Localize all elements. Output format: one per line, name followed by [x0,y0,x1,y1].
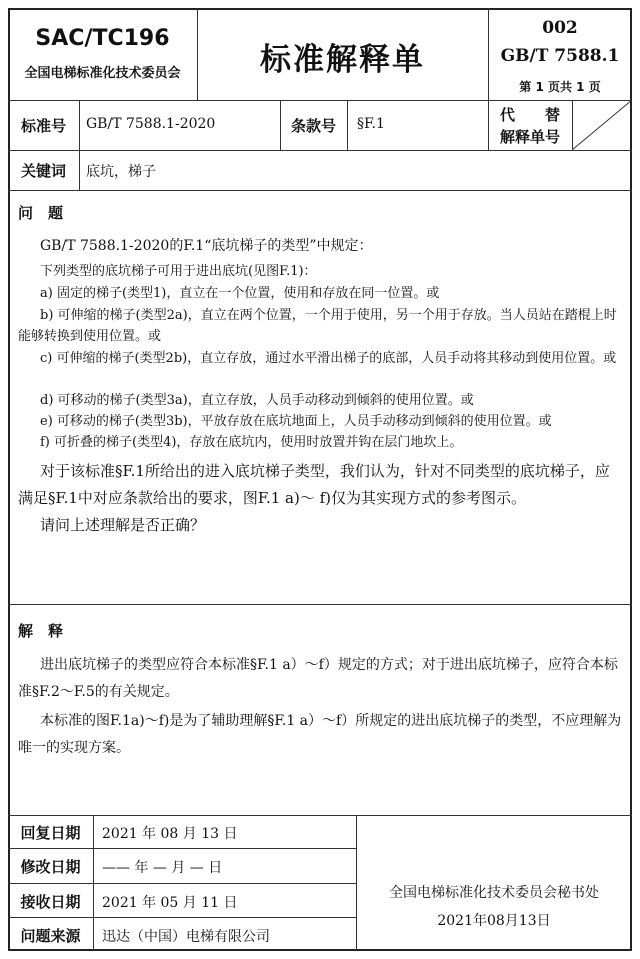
keyword-value: 底坑，梯子 [86,164,156,180]
page-info: 第 1 页共 1 页 [519,80,601,94]
question-line-e: e) 可移动的梯子(类型3b)，平放存放在底坑地面上，人员手动移动到倾斜的使用位置。或 [40,414,552,429]
org-name: 全国电梯标准化技术委员会 [24,66,181,81]
answer-heading: 解 释 [18,622,64,640]
replace-label-line2: 解释单号 [499,128,560,146]
question-line-a: a) 固定的梯子(类型1)，直立在一个位置，使用和存放在同一位置。或 [40,286,440,301]
question-line-b: b) 可伸缩的梯子(类型2a)，直立在两个位置，一个用于使用，另一个用于存放。当人员站在踏棍上时能够转换到使用位置。或 [18,308,617,344]
keyword-label: 关键词 [20,162,66,180]
info-label-divider [79,100,80,190]
question-heading: 问 题 [18,204,64,222]
answer-paragraph-2: 本标准的图F.1a)～f)是为了辅助理解§F.1 a）～f）所规定的进出底坑梯子的类型，不应理解为唯一的实现方案。 [18,713,622,756]
header-divider [8,100,632,101]
question-divider [8,604,632,605]
question-line-2: 下列类型的底坑梯子可用于进出底坑(见图F.1)： [40,264,317,279]
footer-row-divider-3 [8,917,356,918]
org-code: SAC/TC196 [35,26,170,51]
standard-code: GB/T 7588.1 [500,46,620,66]
source-label: 问题来源 [20,927,81,945]
question-paragraph-2: 请问上述理解是否正确？ [40,516,206,534]
reply-date-value: 2021 年 08 月 13 日 [102,826,238,842]
clause-value: §F.1 [357,116,385,132]
page-title: 标准解释单 [260,42,425,78]
reply-date-label: 回复日期 [20,824,81,842]
secretariat-name: 全国电梯标准化技术委员会秘书处 [389,885,599,901]
clause-label: 条款号 [290,117,336,135]
clause-label-right [347,100,348,150]
standard-label: 标准号 [20,117,66,135]
info-divider [8,150,632,151]
doc-number: 002 [542,18,578,38]
question-paragraph-1: 对于该标准§F.1所给出的进入底坑梯子类型，我们认为，针对不同类型的底坑梯子，应满足§F.1中对应条款给出的要求，图F.1 a)～ f)仅为其实现方式的参考图示。 [18,462,610,507]
modify-date-label: 修改日期 [20,858,81,876]
question-line-1: GB/T 7588.1-2020的F.1“底坑梯子的类型”中规定： [40,238,373,254]
empty-cell-diagonal [572,100,632,150]
question-line-f: f) 可折叠的梯子(类型4)，存放在底坑内，使用时放置并钩在层门地坎上。 [40,435,463,450]
footer-row-divider-1 [8,848,356,849]
footer-label-divider [93,815,94,951]
source-value: 迅达（中国）电梯有限公司 [102,929,270,945]
receive-date-value: 2021 年 05 月 11 日 [102,895,238,911]
answer-divider [8,815,632,816]
footer-row-divider-2 [8,883,356,884]
answer-paragraph-1: 进出底坑梯子的类型应符合本标准§F.1 a）～f）规定的方式；对于进出底坑梯子，应符合本标准§F.2～F.5的有关规定。 [18,657,618,700]
modify-date-value: —— 年 — 月 — 日 [102,860,223,876]
receive-date-label: 接收日期 [20,893,81,911]
keyword-divider [8,190,632,191]
standard-value: GB/T 7588.1-2020 [86,116,216,132]
question-line-d: d) 可移动的梯子(类型3a)，直立存放，人员手动移动到倾斜的使用位置。或 [40,393,474,408]
issue-date: 2021年08月13日 [437,913,551,929]
question-line-c: c) 可伸缩的梯子(类型2b)，直立存放，通过水平滑出梯子的底部，人员手动将其移动到使用位置。或 [40,351,617,366]
replace-label-line1: 代 替 [499,106,560,124]
